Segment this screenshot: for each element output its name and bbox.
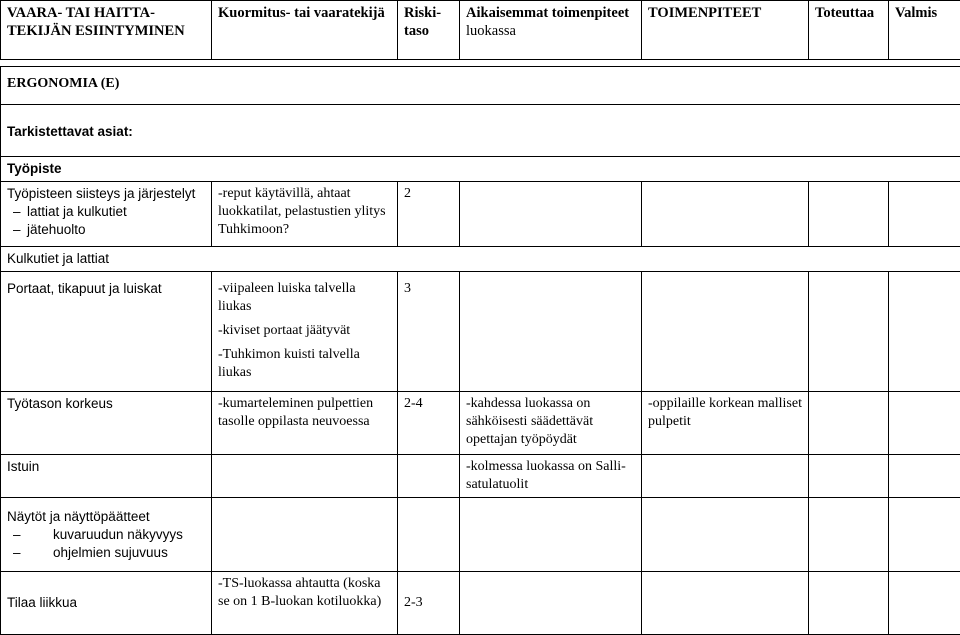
- table-row: [1, 247, 960, 272]
- risk-cell: [398, 498, 460, 572]
- header-row: [1, 1, 960, 60]
- action-cell: [642, 182, 809, 247]
- done-cell: [889, 572, 960, 635]
- risk-cell: 2-4: [398, 392, 460, 455]
- prev-cell: [460, 572, 642, 635]
- section-row: [1, 67, 960, 105]
- item-walkways: Kulkutiet ja lattiat: [1, 247, 960, 272]
- done-cell: [889, 455, 960, 498]
- action-cell: [642, 272, 809, 392]
- header-previous-actions-label: Aikaisemmat toimenpiteet: [466, 5, 629, 21]
- item-space: Tilaa liikkua: [1, 572, 212, 635]
- sub-item: – ohjelmien sujuvuus: [7, 544, 205, 562]
- hazard-cell: -TS-luokassa ahtautta (koska se on 1 B-luokan kotiluokka): [212, 572, 398, 635]
- hazard-cell: [212, 272, 398, 392]
- prev-cell: -kolmessa luokassa on Salli-satulatuolit: [460, 455, 642, 498]
- hazard-cell: -kumarteleminen pulpettien tasolle oppilasta neuvoessa: [212, 392, 398, 455]
- header-actions: TOIMENPITEET: [642, 1, 809, 60]
- item-tidiness: [1, 182, 212, 247]
- implementer-cell: [809, 572, 889, 635]
- table-row: [1, 182, 960, 247]
- sub-item: – kuvaruudun näkyvyys: [7, 526, 205, 544]
- item-label: Työpisteen siisteys ja järjestelyt: [7, 186, 195, 201]
- spacer-row: [1, 60, 960, 67]
- workplace-row: [1, 157, 960, 182]
- hazard-line: -Tuhkimon kuisti talvella liukas: [218, 346, 391, 382]
- implementer-cell: [809, 498, 889, 572]
- item-label: Näytöt ja näyttöpäätteet: [7, 509, 150, 524]
- sub-item: – jätehuolto: [7, 221, 205, 239]
- prev-cell: [460, 272, 642, 392]
- item-displays: [1, 498, 212, 572]
- implementer-cell: [809, 272, 889, 392]
- prev-cell: -kahdessa luokassa on sähköisesti säädettävät opettajan työpöydät: [460, 392, 642, 455]
- header-previous-actions: [460, 1, 642, 60]
- item-seat: Istuin: [1, 455, 212, 498]
- header-previous-actions-sub: luokassa: [466, 23, 516, 39]
- done-cell: [889, 182, 960, 247]
- check-row: [1, 105, 960, 157]
- risk-cell: 2: [398, 182, 460, 247]
- implementer-cell: [809, 455, 889, 498]
- check-title: Tarkistettavat asiat:: [1, 105, 960, 157]
- implementer-cell: [809, 392, 889, 455]
- header-done: Valmis: [889, 1, 960, 60]
- item-work-height: Työtason korkeus: [1, 392, 212, 455]
- hazard-line: -kiviset portaat jäätyvät: [218, 322, 391, 340]
- header-risk-level: Riski-taso: [398, 1, 460, 60]
- table-row: [1, 272, 960, 392]
- table-row: [1, 392, 960, 455]
- sub-item: – lattiat ja kulkutiet: [7, 203, 205, 221]
- action-cell: [642, 455, 809, 498]
- done-cell: [889, 392, 960, 455]
- risk-cell: 2-3: [398, 572, 460, 635]
- risk-cell: 3: [398, 272, 460, 392]
- header-hazard-occurrence: VAARA- TAI HAITTA-TEKIJÄN ESIINTYMINEN: [1, 1, 212, 60]
- hazard-cell: [212, 498, 398, 572]
- risk-cell: [398, 455, 460, 498]
- item-stairs: Portaat, tikapuut ja luiskat: [1, 272, 212, 392]
- hazard-cell: -reput käytävillä, ahtaat luokkatilat, pelastustien ylitys Tuhkimoon?: [212, 182, 398, 247]
- table-row: [1, 455, 960, 498]
- header-implementer: Toteuttaa: [809, 1, 889, 60]
- table-row: [1, 572, 960, 635]
- section-title: ERGONOMIA (E): [1, 67, 960, 105]
- hazard-line: -viipaleen luiska talvella liukas: [218, 280, 391, 316]
- table-row: [1, 498, 960, 572]
- hazard-cell: [212, 455, 398, 498]
- implementer-cell: [809, 182, 889, 247]
- done-cell: [889, 272, 960, 392]
- action-cell: -oppilaille korkean malliset pulpetit: [642, 392, 809, 455]
- done-cell: [889, 498, 960, 572]
- workplace-title: Työpiste: [1, 157, 960, 182]
- action-cell: [642, 498, 809, 572]
- prev-cell: [460, 498, 642, 572]
- header-load-factor: Kuormitus- tai vaaratekijä: [212, 1, 398, 60]
- prev-cell: [460, 182, 642, 247]
- action-cell: [642, 572, 809, 635]
